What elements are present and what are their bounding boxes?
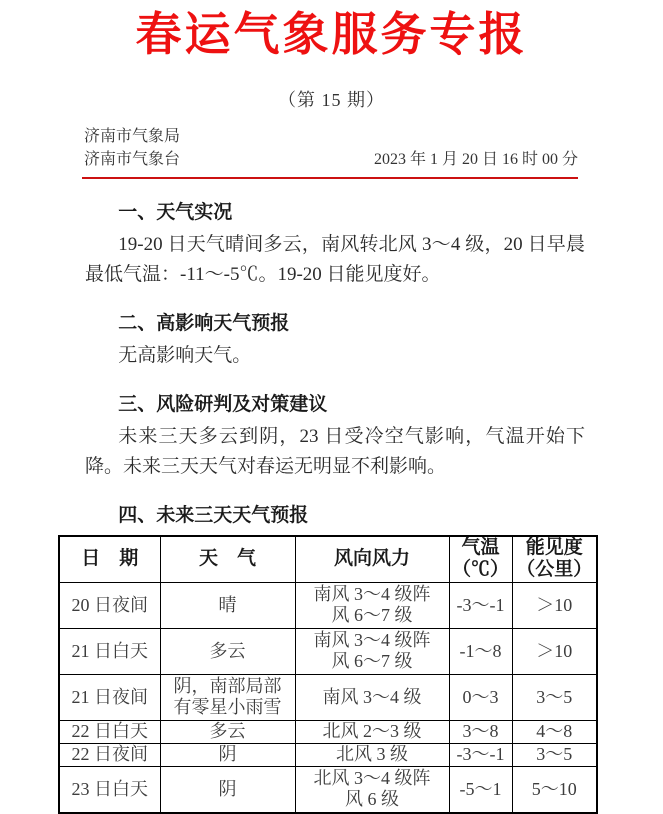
cell-visibility: ＞10 [512, 582, 597, 628]
cell-wind: 北风 3 级 [295, 743, 449, 766]
col-header-temp: 气温 （℃） [449, 536, 512, 582]
section-heading-3: 三、风险研判及对策建议 [118, 394, 328, 415]
red-divider-rule [82, 177, 578, 179]
cell-temp: 3～8 [449, 720, 512, 743]
cell-temp: 0～3 [449, 674, 512, 720]
cell-temp: -3～-1 [449, 743, 512, 766]
cell-visibility: 5～10 [512, 766, 597, 813]
page-title: 春运气象服务专报 [135, 8, 528, 60]
cell-wind: 北风 2～3 级 [295, 720, 449, 743]
section-paragraph-2: 无高影响天气。 [118, 345, 252, 366]
section-paragraph-1: 19-20 日天气晴间多云，南风转北风 3～4 级，20 日早晨最低气温：-11～-5℃。19-20 日能见度好。 [85, 234, 585, 285]
cell-weather: 阴 [160, 766, 295, 813]
table-row [59, 628, 597, 674]
col-header-wind: 风向风力 [295, 536, 449, 582]
cell-wind: 北风 3～4 级阵 风 6 级 [295, 766, 449, 813]
cell-visibility: 3～5 [512, 674, 597, 720]
issue-number: （第 15 期） [278, 90, 385, 110]
cell-date: 21 日白天 [59, 628, 160, 674]
cell-wind: 南风 3～4 级 [295, 674, 449, 720]
section-heading-1: 一、天气实况 [118, 202, 233, 223]
section-paragraph-3: 未来三天多云到阴，23 日受冷空气影响，气温开始下降。未来三天天气对春运无明显不利影响。 [85, 426, 585, 477]
agency-line-2: 济南市气象台 [84, 151, 181, 168]
table-row [59, 674, 597, 720]
col-header-date: 日 期 [59, 536, 160, 582]
issue-datetime: 2023 年 1 月 20 日 16 时 00 分 [373, 151, 578, 168]
cell-temp: -3～-1 [449, 582, 512, 628]
col-header-visibility: 能见度 （公里） [512, 536, 597, 582]
cell-visibility: ＞10 [512, 628, 597, 674]
section-heading-4: 四、未来三天天气预报 [118, 505, 309, 526]
section-heading-2: 二、高影响天气预报 [118, 313, 290, 334]
cell-weather: 多云 [160, 720, 295, 743]
cell-date: 22 日夜间 [59, 743, 160, 766]
cell-temp: -5～1 [449, 766, 512, 813]
cell-date: 20 日夜间 [59, 582, 160, 628]
cell-visibility: 3～5 [512, 743, 597, 766]
cell-weather: 多云 [160, 628, 295, 674]
forecast-table [58, 535, 598, 814]
document-page [0, 6, 663, 810]
table-row [59, 720, 597, 743]
cell-date: 23 日白天 [59, 766, 160, 813]
cell-date: 22 日白天 [59, 720, 160, 743]
cell-wind: 南风 3～4 级阵 风 6～7 级 [295, 628, 449, 674]
table-row [59, 743, 597, 766]
cell-temp: -1～8 [449, 628, 512, 674]
table-row [59, 766, 597, 813]
table-row [59, 582, 597, 628]
cell-visibility: 4～8 [512, 720, 597, 743]
table-header-row [59, 536, 597, 582]
agency-date-row [84, 148, 578, 171]
cell-wind: 南风 3～4 级阵 风 6～7 级 [295, 582, 449, 628]
agency-block [84, 125, 578, 171]
document-body [71, 200, 593, 814]
agency-line-1: 济南市气象局 [84, 128, 181, 145]
cell-weather: 阴 [160, 743, 295, 766]
cell-weather: 晴 [160, 582, 295, 628]
cell-weather: 阴，南部局部 有零星小雨雪 [160, 674, 295, 720]
col-header-weather: 天 气 [160, 536, 295, 582]
cell-date: 21 日夜间 [59, 674, 160, 720]
